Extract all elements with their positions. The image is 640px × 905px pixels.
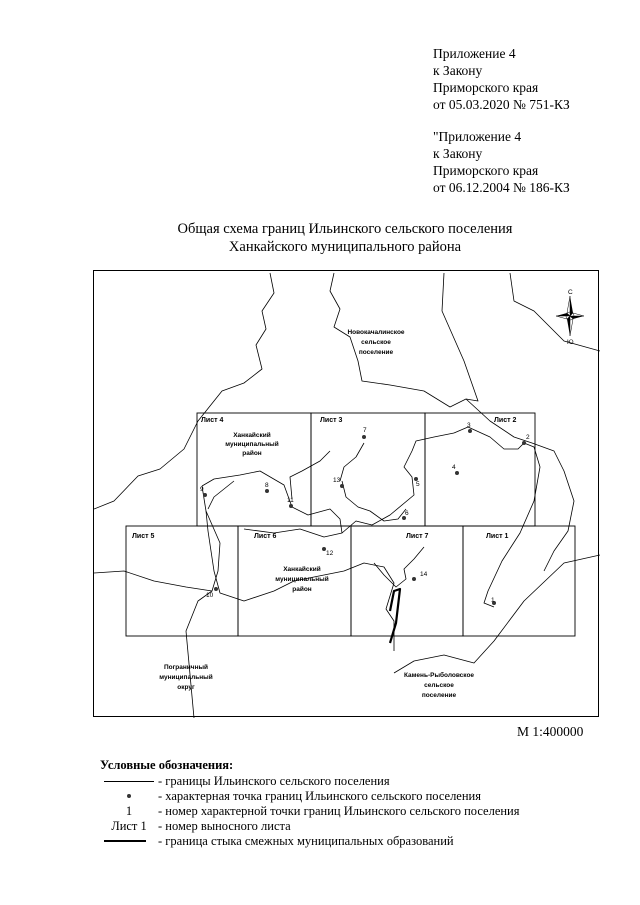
- sheet-frame-5: [126, 526, 238, 636]
- boundary-point-3: [468, 429, 472, 433]
- point-number-2: 2: [526, 434, 530, 441]
- sheet-label-6: Лист 6: [254, 533, 277, 540]
- point-number-5: 5: [416, 481, 420, 488]
- appendix-current: [433, 45, 570, 113]
- legend-row: [100, 774, 390, 789]
- compass-south-label: Ю: [567, 339, 574, 346]
- legend-symbol-sheet-number: Лист 1: [111, 819, 147, 833]
- sheet-label-4: Лист 4: [201, 417, 224, 424]
- municipal-boundary: [466, 399, 574, 571]
- sheet-label-5: Лист 5: [132, 533, 155, 540]
- boundary-point-10: [214, 587, 218, 591]
- boundary-point-9: [203, 493, 207, 497]
- map-title-line2: Ханкайского муниципального района: [228, 239, 462, 255]
- settlement-boundary: [374, 547, 424, 587]
- map-canvas: [94, 271, 600, 718]
- legend-symbol-junction-boundary: [100, 834, 158, 849]
- area-label-novokachalinskoe: Новокачалинское: [347, 329, 405, 336]
- point-number-13: 13: [333, 477, 341, 484]
- compass-north-label: С: [568, 289, 573, 296]
- boundary-point-14: [412, 577, 416, 581]
- appendix-original-line: "Приложение 4: [433, 129, 522, 144]
- area-label-pogranichny: Пограничный: [163, 664, 209, 671]
- sheet-label-7: Лист 7: [406, 533, 429, 540]
- area-label-kamen-rybolovskoe: сельское: [424, 682, 454, 689]
- area-label-khankaisky-south: муниципальный: [275, 576, 329, 583]
- sheet-frame-7: [351, 526, 463, 636]
- area-label-pogranichny: муниципальный: [159, 674, 213, 681]
- area-label-khankaisky-south: Ханкайский: [283, 566, 321, 573]
- legend-text: - номер характерной точки границ Ильинского сельского поселения: [158, 804, 520, 818]
- legend-symbol-point-icon: [100, 789, 158, 804]
- boundary-point-13: [340, 484, 344, 488]
- point-number-14: 14: [420, 571, 428, 578]
- boundary-point-7: [362, 435, 366, 439]
- sheet-frame-1: [463, 526, 575, 636]
- settlement-boundary: [342, 481, 406, 521]
- point-number-4: 4: [452, 464, 456, 471]
- legend: [100, 757, 520, 849]
- map-title-line1: Общая схема границ Ильинского сельского поселения: [177, 221, 513, 237]
- settlement-boundary: [290, 451, 330, 499]
- sheet-frame-4: [197, 413, 311, 526]
- legend-text: - номер выносного листа: [158, 819, 291, 833]
- area-label-novokachalinskoe: сельское: [361, 339, 391, 346]
- area-label-kamen-rybolovskoe: поселение: [421, 692, 457, 699]
- appendix-original-line: Приморского края: [433, 163, 539, 178]
- point-number-9: 9: [200, 486, 204, 493]
- legend-text: - границы Ильинского сельского поселения: [158, 774, 390, 788]
- point-number-10: 10: [206, 592, 214, 599]
- area-label-kamen-rybolovskoe: Камень-Рыболовское: [403, 672, 475, 679]
- legend-symbol-settlement-boundary: [100, 774, 158, 789]
- legend-text: - граница стыка смежных муниципальных образований: [158, 834, 454, 848]
- appendix-original-line: от 06.12.2004 № 186-КЗ: [433, 180, 570, 195]
- appendix-current-line: Приложение 4: [433, 46, 516, 61]
- boundary-point-8: [265, 489, 269, 493]
- point-number-3: 3: [467, 422, 471, 429]
- area-label-khankaisky-north: муниципальный: [225, 441, 279, 448]
- sheet-frame-2: [425, 413, 535, 526]
- appendix-current-line: к Закону: [433, 63, 483, 78]
- legend-row: [100, 834, 454, 849]
- appendix-original: [433, 128, 570, 196]
- sheet-label-1: Лист 1: [486, 533, 509, 540]
- settlement-boundary: [208, 481, 234, 509]
- appendix-current-line: Приморского края: [433, 80, 539, 95]
- area-label-khankaisky-north: район: [242, 450, 262, 457]
- area-label-pogranichny: округ: [177, 684, 195, 691]
- appendix-current-line: от 05.03.2020 № 751-КЗ: [433, 97, 570, 112]
- boundary-point-2: [522, 441, 526, 445]
- point-number-6: 6: [405, 510, 409, 517]
- legend-row: [100, 789, 481, 804]
- area-label-khankaisky-south: район: [292, 586, 312, 593]
- boundary-map[interactable]: [93, 270, 599, 717]
- municipal-boundary: [94, 571, 212, 591]
- point-number-12: 12: [326, 550, 334, 557]
- settlement-boundary: [454, 427, 540, 607]
- settlement-boundary: [340, 443, 364, 481]
- legend-row: [100, 804, 520, 819]
- point-number-7: 7: [363, 427, 367, 434]
- boundary-point-11: [289, 504, 293, 508]
- adjacent-junction-boundary: [390, 589, 400, 643]
- legend-symbol-point-number: 1: [125, 804, 133, 818]
- municipal-boundary: [330, 273, 478, 407]
- legend-row: [100, 819, 291, 834]
- point-number-8: 8: [265, 482, 269, 489]
- legend-title: Условные обозначения:: [100, 758, 234, 772]
- point-number-1: 1: [491, 597, 495, 604]
- appendix-original-line: к Закону: [433, 146, 483, 161]
- map-scale: М 1:400000: [517, 724, 584, 739]
- legend-text: - характерная точка границ Ильинского сельского поселения: [158, 789, 481, 803]
- area-label-novokachalinskoe: поселение: [358, 349, 394, 356]
- point-number-11: 11: [287, 497, 294, 504]
- area-label-khankaisky-north: Ханкайский: [233, 432, 271, 439]
- municipal-boundary: [510, 273, 600, 351]
- sheet-label-3: Лист 3: [320, 417, 343, 424]
- boundary-point-4: [455, 471, 459, 475]
- sheet-label-2: Лист 2: [494, 417, 517, 424]
